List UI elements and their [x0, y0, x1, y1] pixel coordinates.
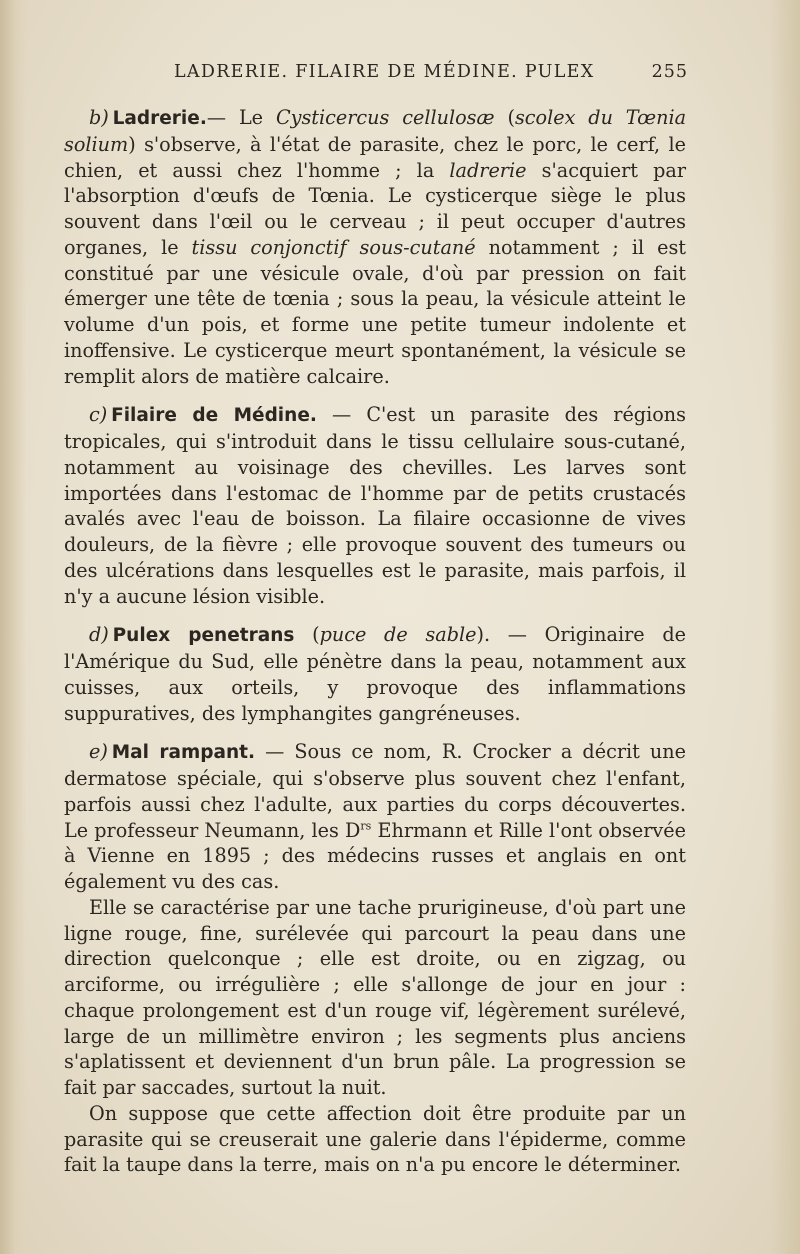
text-run: ( — [507, 106, 515, 129]
superscript: rs — [360, 819, 372, 833]
italic-term: ladrerie — [449, 158, 527, 182]
italic-term: Cysticercus cellulosæ — [275, 106, 495, 129]
text-run: ( — [312, 623, 320, 647]
text-run: — Originaire de l'Amérique du Sud, elle pénètre dans la peau, notamment aux cuisses, aux orteils, y provoque des inflammations suppuratives, des lymphangites gangréneuses. — [64, 623, 686, 725]
italic-term: tissu conjonctif sous-cutané — [191, 235, 476, 259]
section-heading: Pulex penetrans — [112, 625, 295, 647]
text-run: s'acquiert par l'absorption d'œufs de Tœnia. Le cysticerque siège le plus souvent dans l'œil ou le cerveau ; il peut occuper d'autres organes, le — [64, 158, 686, 259]
italic-term: puce de sable — [319, 623, 477, 647]
section-marker: b) — [89, 106, 109, 129]
section-filaire — [64, 402, 686, 609]
text-run: — C'est un parasite des régions tropicales, qui s'introduit dans le tissu cellulaire sous-cutané, notamment au voisinage des chevilles. Les larves sont importées dans l'estomac de l'homme par de petits crustacés avalés avec l'eau de boisson. La filaire occasionne de vives douleurs, de la fièvre ; elle provoque souvent des tumeurs ou des ulcérations dans lesquelles est le parasite, mais parfois, il n'y a aucune lésion visible. — [64, 403, 686, 608]
page-header — [174, 62, 688, 94]
text-run: Ehrmann et Rille l'ont observée à Vienne en 1895 ; des médecins russes et anglais en ont également vu des cas. — [64, 818, 686, 893]
section-pulex — [64, 622, 686, 726]
heading-dash: — — [206, 106, 227, 129]
text-run: notamment ; il est constitué par une vésicule ovale, d'où par pression on fait émerger une tête de tœnia ; sous la peau, la vésicule atteint le volume d'un pois, et forme une petite tumeur indolente et inoffensive. Le cysticerque meurt spontanément, la vésicule se remplit alors de matière calcaire. — [64, 235, 686, 388]
section-marker: c) — [89, 403, 108, 427]
section-ladrerie — [64, 105, 686, 389]
text-run: ) s'observe, à l'état de parasite, chez le porc, le cerf, le chien, et aussi chez l'homme ; la — [64, 132, 686, 182]
section-heading: Ladrerie. — [112, 108, 207, 129]
section-mal-rampant — [64, 739, 686, 895]
page-number: 255 — [651, 62, 688, 82]
text-run: — Sous ce nom, R. Crocker a décrit une dermatose spéciale, qui s'observe plus souvent chez l'enfant, parfois aussi chez l'adulte, aux parties du corps découvertes. Le professeur Neumann, les D — [64, 740, 686, 842]
text-run: Le — [238, 106, 264, 129]
section-heading: Filaire de Médine. — [111, 405, 317, 427]
page-spine-shadow — [0, 0, 26, 1254]
section-marker: e) — [89, 740, 108, 764]
text-run: ). — [476, 623, 491, 647]
paragraph: Elle se caractérise par une tache prurigineuse, d'où part une ligne rouge, fine, surélevée qui parcourt la peau dans une direction quelconque ; elle est droite, ou en zigzag, ou arciforme, ou irrégulière ; elle s'allonge de jour en jour : chaque prolongement est d'un rouge vif, légèrement surélevé, large de un millimètre environ ; les segments plus anciens s'aplatissent et deviennent d'un brun pâle. La progression se fait par saccades, surtout la nuit. — [64, 895, 686, 1099]
italic-term: scolex du Tœnia solium — [64, 106, 687, 156]
section-heading: Mal rampant. — [111, 742, 256, 764]
running-title: LADRERIE. FILAIRE DE MÉDINE. PULEX — [174, 62, 595, 82]
page-edge-shadow — [770, 0, 800, 1254]
paragraph: On suppose que cette affection doit être produite par un parasite qui se creuserait une galerie dans l'épiderme, comme fait la taupe dans la terre, mais on n'a pu encore le déterminer. — [64, 1101, 686, 1177]
section-marker: d) — [89, 623, 109, 647]
page-body — [64, 105, 686, 1178]
